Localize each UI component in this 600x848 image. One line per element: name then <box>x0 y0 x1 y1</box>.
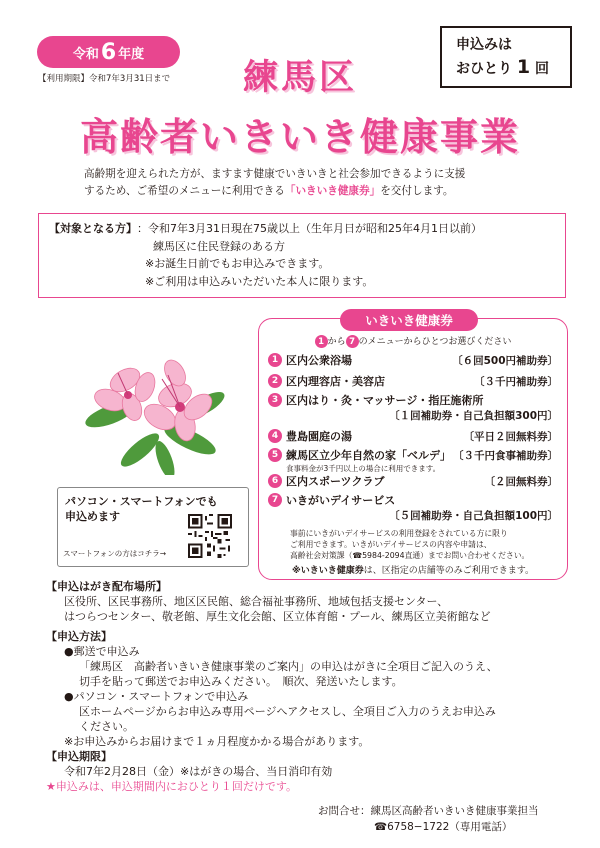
mail-line1: 「練馬区 高齢者いきいき健康事業のご案内」の申込はがきに全項目ご記入のうえ、 <box>79 660 498 673</box>
dayservice-note-line2: ご利用できます。いきがいデイサービスの内容や申請は、 <box>290 540 492 549</box>
menu-item-number: 4 <box>268 429 282 443</box>
intro-line1: 高齢期を迎えられた方が、ますます健康でいきいきと社会参加できるように支援 <box>84 168 466 180</box>
menu-footnote <box>258 563 568 576</box>
intro-line2-pre: するため、ご希望のメニューに利用できる <box>84 185 285 197</box>
intro-highlight: 「いきいき健康券」 <box>284 185 381 197</box>
deadline-section <box>46 749 576 794</box>
mail-heading: ●郵送で申込み <box>64 645 140 658</box>
intro-text <box>84 166 564 200</box>
postcard-line2: はつらつセンター、敬老館、厚生文化会館、区立体育館・プール、練馬区立美術館など <box>64 610 491 623</box>
menu-item-name: 区内はり・灸・マッサージ・指圧施術所 <box>286 394 484 407</box>
menu-instruction-from: から <box>327 337 346 347</box>
online-apply-line2: 申込めます <box>65 510 120 523</box>
menu-item <box>268 492 558 523</box>
menu-item-number: 5 <box>268 448 282 462</box>
postcard-line1: 区役所、区民事務所、地区区民館、総合福祉事務所、地域包括支援センター、 <box>64 595 449 608</box>
menu-item-number: 3 <box>268 393 282 407</box>
menu-item-name: 練馬区立少年自然の家「ベルデ」 <box>286 449 451 462</box>
menu-item-price: 〔３千円食事補助券〕 <box>453 449 558 462</box>
year-prefix: 令和 <box>72 46 99 62</box>
dayservice-note <box>290 528 560 561</box>
qr-code[interactable] <box>188 514 232 558</box>
eligibility-line4: ※ご利用は申込みいただいた本人に限ります。 <box>145 274 374 288</box>
once-text: おひとり <box>456 60 512 77</box>
menu-footnote-text: は、区指定の店舗等のみご利用できます。 <box>363 566 535 576</box>
dayservice-note-line3: 高齢社会対策課（☎5984-2094直通）までお問い合わせください。 <box>290 551 530 560</box>
eligibility-label: 【対象となる方】 <box>49 222 137 235</box>
menu-item-name: 豊島園庭の湯 <box>286 430 352 443</box>
method-section <box>46 629 576 749</box>
delivery-note: ※お申込みからお届けまで１ヵ月程度かかる場合があります。 <box>64 735 370 748</box>
menu-item-number: 2 <box>268 374 282 388</box>
eligibility-line3: ※お誕生日前でもお申込みできます。 <box>145 257 330 270</box>
year-number: 6 <box>100 39 117 65</box>
menu-item <box>268 473 558 489</box>
menu-item-number: 7 <box>268 493 282 507</box>
eligibility-line1: ：令和7年3月31日現在75歳以上（生年月日が昭和25年4月1日以前） <box>137 222 482 235</box>
menu-item-name: 区内スポーツクラブ <box>286 475 385 488</box>
postcard-section <box>46 579 576 624</box>
eligibility-line2: 練馬区に住民登録のある方 <box>153 239 285 253</box>
menu-item <box>268 352 558 368</box>
menu-item <box>268 373 558 389</box>
deadline-heading: 【申込期限】 <box>46 750 112 763</box>
deadline-line1: 令和7年2月28日（金）※はがきの場合、当日消印有効 <box>64 765 333 778</box>
azalea-flower-illustration <box>70 345 240 475</box>
menu-item-price: 〔１回補助券・自己負担額300円〕 <box>389 410 558 422</box>
menu-instruction <box>258 334 568 348</box>
dayservice-note-line1: 事前にいきがいデイサービスの利用登録をされている方に限り <box>290 529 508 538</box>
menu-item-price: 〔２回無料券〕 <box>484 475 558 488</box>
menu-item-number: 6 <box>268 474 282 488</box>
intro-line2 <box>84 183 564 200</box>
once-line1: 申込みは <box>456 37 512 53</box>
menu-item-price: 〔３千円補助券〕 <box>474 375 558 388</box>
menu-item <box>268 428 558 444</box>
web-line2: ください。 <box>79 720 134 733</box>
page-title-ward: 練馬区 <box>242 58 357 98</box>
menu-title: いきいき健康券 <box>340 309 478 331</box>
menu-item-price: 〔５回補助券・自己負担額100円〕 <box>389 510 558 522</box>
method-heading: 【申込方法】 <box>46 630 112 643</box>
once-number: 1 <box>516 55 531 78</box>
menu-item-price: 〔６回500円補助券〕 <box>452 354 558 367</box>
contact-phone: ☎6758−1722（専用電話） <box>374 821 513 833</box>
menu-item <box>268 447 558 474</box>
circle-number-7: 7 <box>346 335 359 348</box>
menu-item-price: 〔平日２回無料券〕 <box>463 430 558 443</box>
menu-item-number: 1 <box>268 353 282 367</box>
menu-instruction-text: のメニューからひとつお選びください <box>358 337 512 347</box>
smartphone-hint: スマートフォンの方はコチラ→ <box>63 549 167 558</box>
star-icon: ★ <box>46 780 56 793</box>
menu-footnote-bold: ※いきいき健康券 <box>291 566 364 576</box>
intro-line2-post: を交付します。 <box>380 185 454 197</box>
menu-item-name: 区内公衆浴場 <box>286 354 352 367</box>
menu-item-name: いきがいデイサービス <box>286 494 396 507</box>
menu-item <box>268 392 558 423</box>
eligibility-box <box>38 213 566 298</box>
usage-period: 【利用期限】令和7年3月31日まで <box>38 74 171 84</box>
once-unit: 回 <box>534 60 549 77</box>
postcard-heading: 【申込はがき配布場所】 <box>46 580 167 593</box>
online-apply-line1: パソコン・スマートフォンでも <box>65 495 218 508</box>
menu-item-note: 食事料金が3千円以上の場合に利用できます。 <box>286 464 441 473</box>
circle-number-1: 1 <box>315 335 328 348</box>
menu-item-name: 区内理容店・美容店 <box>286 375 385 388</box>
web-line1: 区ホームページからお申込み専用ページへアクセスし、全項目ご入力のうえお申込み <box>79 705 496 718</box>
deadline-line2: 申込みは、申込期間内におひとり１回だけです。 <box>55 780 297 793</box>
page-title-program: 高齢者いきいき健康事業 <box>79 115 520 159</box>
mail-line2: 切手を貼って郵送でお申込みください。 順次、発送いたします。 <box>79 675 403 688</box>
contact-info <box>318 803 539 835</box>
web-heading: ●パソコン・スマートフォンで申込み <box>64 690 249 703</box>
year-suffix: 年度 <box>118 46 145 62</box>
contact-line1: お問合せ：練馬区高齢者いきいき健康事業担当 <box>318 805 539 817</box>
